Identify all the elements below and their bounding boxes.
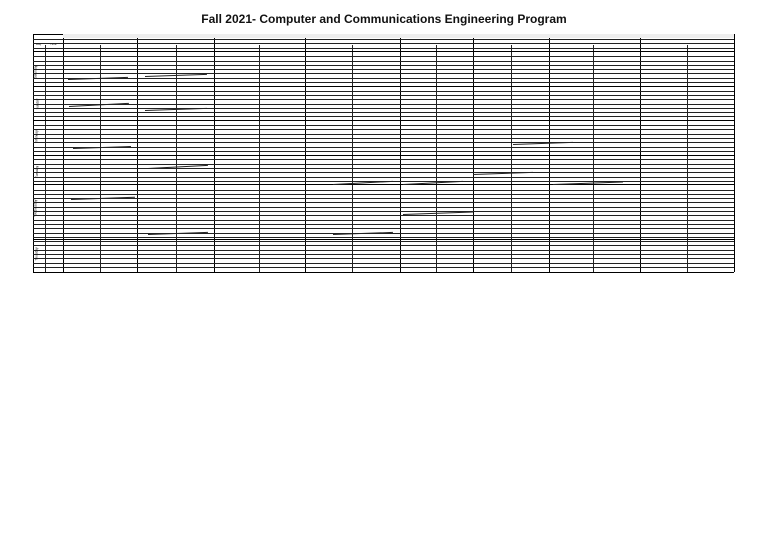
grid-row-line xyxy=(33,198,734,199)
day-column-header: Day xyxy=(36,42,42,46)
grid-row-line xyxy=(33,207,734,208)
grid-row-line xyxy=(33,125,734,126)
grid-hline xyxy=(33,86,734,87)
grid-row-line xyxy=(33,112,734,113)
day-label-sunday: Sunday xyxy=(35,98,40,110)
grid-row-line xyxy=(33,190,734,191)
day-label-monday: Monday xyxy=(34,130,39,142)
grid-row-line xyxy=(33,263,734,264)
grid-row-line xyxy=(33,61,734,62)
grid-row-line xyxy=(33,228,734,229)
grid-row-line xyxy=(33,164,734,165)
grid-row-line xyxy=(33,116,734,117)
grid-row-line xyxy=(33,39,734,40)
grid-row-line xyxy=(33,172,734,173)
grid-row-line xyxy=(33,65,734,66)
grid-row-line xyxy=(33,245,734,246)
grid-row-line xyxy=(33,254,734,255)
grid-row-line xyxy=(33,129,734,130)
grid-row-line xyxy=(33,82,734,83)
grid-row-line xyxy=(33,177,734,178)
grid-row-line xyxy=(33,215,734,216)
grid-row-line xyxy=(33,159,734,160)
grid-row-line xyxy=(33,108,734,109)
grid-hline xyxy=(33,120,734,121)
grid-row-line xyxy=(33,48,734,49)
day-label-thursday: Thursday xyxy=(34,247,39,261)
grid-hline xyxy=(33,272,734,273)
grid-row-line xyxy=(33,99,734,100)
grid-row-line xyxy=(33,220,734,221)
time-column-header: Time xyxy=(50,42,57,46)
grid-row-line xyxy=(33,194,734,195)
grid-row-line xyxy=(33,104,734,105)
grid-row-line xyxy=(33,73,734,74)
grid-row-line xyxy=(33,142,734,143)
grid-row-line xyxy=(33,78,734,79)
grid-hline xyxy=(33,155,734,156)
grid-row-line xyxy=(33,91,734,92)
grid-hline xyxy=(33,239,734,240)
grid-row-line xyxy=(33,211,734,212)
grid-row-line xyxy=(33,224,734,225)
grid-row-line xyxy=(33,241,734,242)
day-label-tuesday: Tuesday xyxy=(35,165,40,179)
grid-row-line xyxy=(33,134,734,135)
header-band xyxy=(63,34,734,38)
grid-row-line xyxy=(33,168,734,169)
grid-row-line xyxy=(33,237,734,238)
grid-hline xyxy=(33,51,734,52)
grid-hline xyxy=(33,184,734,185)
grid-row-line xyxy=(33,138,734,139)
grid-row-line xyxy=(33,69,734,70)
grid-row-line xyxy=(33,202,734,203)
grid-row-line xyxy=(33,95,734,96)
grid-row-line xyxy=(33,151,734,152)
grid-row-line xyxy=(33,258,734,259)
page-title: Fall 2021- Computer and Communications Engineering Program xyxy=(201,12,567,26)
grid-row-line xyxy=(33,56,734,57)
day-label-wednesday: Wednesday xyxy=(33,199,38,217)
grid-row-line xyxy=(33,43,734,44)
grid-row-line xyxy=(33,267,734,268)
day-label-saturday: Saturday xyxy=(33,65,38,79)
grid-row-line xyxy=(33,250,734,251)
grid-row-line xyxy=(33,147,734,148)
grid-vline xyxy=(734,34,735,272)
